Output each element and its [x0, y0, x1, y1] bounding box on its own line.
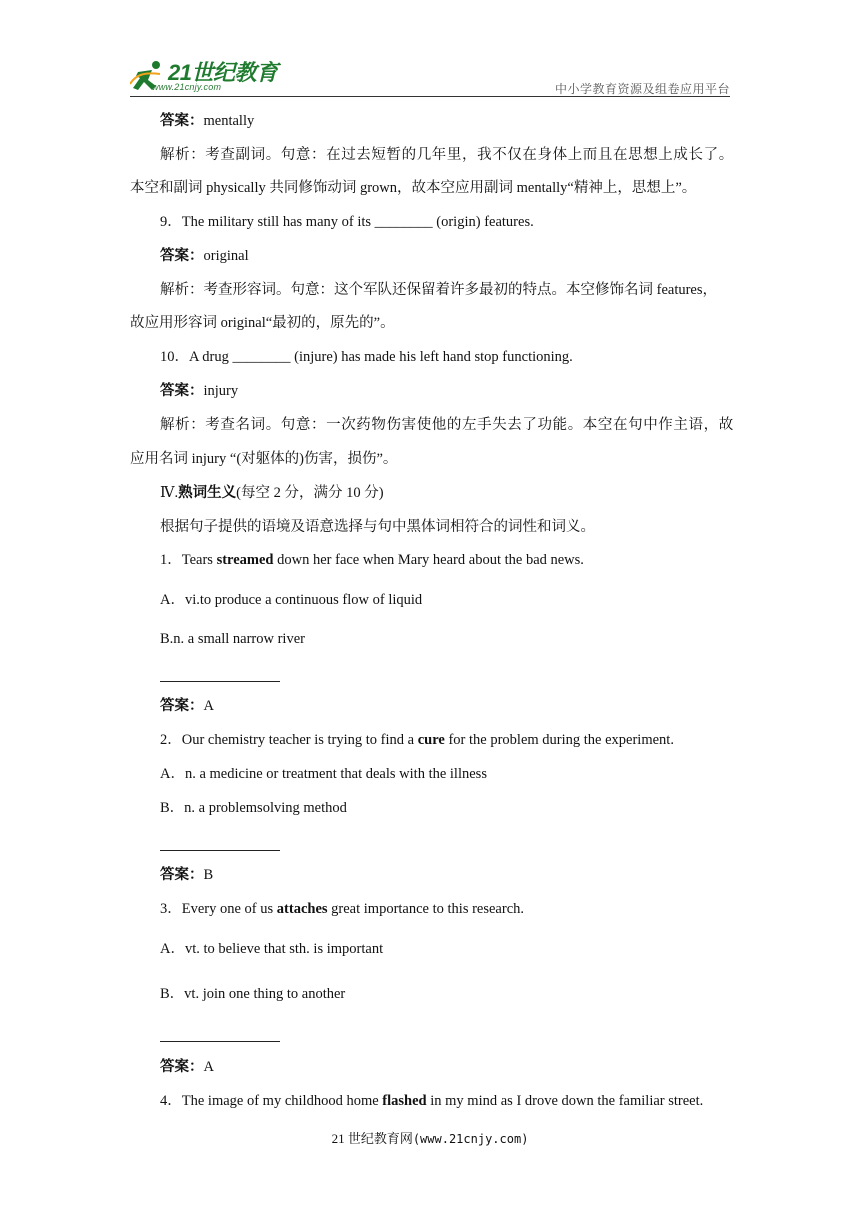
answer-value: injury — [203, 383, 239, 399]
q10-question: 10．A drug ________ (injure) has made his left hand stop functioning. — [160, 349, 573, 365]
q9-analysis-line-2: 故应用形容词 original“最初的，原先的”。 — [130, 315, 395, 331]
item4-sentence — [160, 1091, 703, 1111]
answer-value: original — [203, 248, 249, 264]
q10-analysis-line-1: 解析：考查名词。句意：一次药物伤害使他的左手失去了功能。本空在句中作主语，故 — [160, 417, 734, 433]
sentence-text: 4．The image of my childhood home — [160, 1093, 383, 1109]
section-note: (每空 2 分，满分 10 分) — [236, 485, 384, 501]
sentence-text: down her face when Mary heard about the bad news. — [273, 552, 584, 568]
item3-answer — [160, 1057, 214, 1077]
keyword: attaches — [276, 901, 328, 917]
answer-label: 答案： — [160, 1059, 204, 1075]
logo-text: 21世纪教育 — [168, 60, 278, 85]
keyword: cure — [417, 732, 445, 748]
q10-analysis-line-2: 应用名词 injury “(对躯体的)伤害，损伤”。 — [130, 451, 398, 467]
item2-sentence — [160, 730, 674, 750]
answer-blank-line — [160, 1041, 280, 1042]
q10-answer — [160, 381, 238, 401]
item2-option-a: A．n. a medicine or treatment that deals with the illness — [160, 766, 487, 782]
answer-label: 答案： — [160, 113, 204, 129]
section-number: Ⅳ. — [160, 485, 179, 501]
sentence-text: 3．Every one of us — [160, 901, 277, 917]
answer-label: 答案： — [160, 383, 204, 399]
section-instruction: 根据句子提供的语境及语意选择与句中黑体词相符合的词性和词义。 — [160, 519, 595, 535]
footer-text: 21 世纪教育网 — [331, 1131, 413, 1146]
sentence-text: in my mind as I drove down the familiar street. — [426, 1093, 704, 1109]
answer-blank-line — [160, 681, 280, 682]
answer-value: B — [203, 867, 214, 883]
item3-sentence — [160, 899, 524, 919]
page-footer — [0, 1128, 860, 1147]
sentence-text: great importance to this research. — [327, 901, 525, 917]
q8-analysis-line-1: 解析：考查副词。句意：在过去短暂的几年里，我不仅在身体上而且在思想上成长了。 — [160, 147, 734, 163]
section-heading — [160, 483, 384, 503]
footer-url: (www.21cnjy.com) — [412, 1132, 529, 1146]
item1-option-b: B.n. a small narrow river — [160, 631, 305, 647]
item2-answer — [160, 865, 213, 885]
item1-sentence — [160, 550, 584, 570]
answer-value: A — [203, 698, 214, 714]
q9-question: 9．The military still has many of its ________ (origin) features. — [160, 214, 534, 230]
answer-blank-line — [160, 850, 280, 851]
item1-answer — [160, 696, 214, 716]
header-divider — [130, 96, 730, 97]
item3-option-a: A．vt. to believe that sth. is important — [160, 941, 384, 957]
sentence-text: 2．Our chemistry teacher is trying to find a — [160, 732, 418, 748]
site-logo — [130, 56, 290, 98]
q9-analysis-line-1: 解析：考查形容词。句意：这个军队还保留着许多最初的特点。本空修饰名词 features， — [160, 282, 718, 298]
item2-option-b: B．n. a problemsolving method — [160, 800, 347, 816]
answer-value: mentally — [203, 113, 255, 129]
page-header — [130, 56, 730, 98]
answer-value: A — [203, 1059, 214, 1075]
q9-answer — [160, 246, 249, 266]
answer-label: 答案： — [160, 698, 204, 714]
sentence-text: 1．Tears — [160, 552, 217, 568]
sentence-text: for the problem during the experiment. — [444, 732, 674, 748]
q8-analysis-line-2: 本空和副词 physically 共同修饰动词 grown，故本空应用副词 mentally“精神上，思想上”。 — [130, 180, 697, 196]
keyword: flashed — [382, 1093, 427, 1109]
keyword: streamed — [216, 552, 274, 568]
item1-option-a: A．vi.to produce a continuous flow of liquid — [160, 592, 423, 608]
header-tagline: 中小学教育资源及组卷应用平台 — [554, 82, 730, 96]
logo-url: www.21cnjy.com — [152, 82, 222, 92]
q8-answer — [160, 111, 254, 131]
section-title: 熟词生义 — [178, 485, 237, 501]
item3-option-b: B．vt. join one thing to another — [160, 986, 346, 1002]
answer-label: 答案： — [160, 867, 204, 883]
answer-label: 答案： — [160, 248, 204, 264]
